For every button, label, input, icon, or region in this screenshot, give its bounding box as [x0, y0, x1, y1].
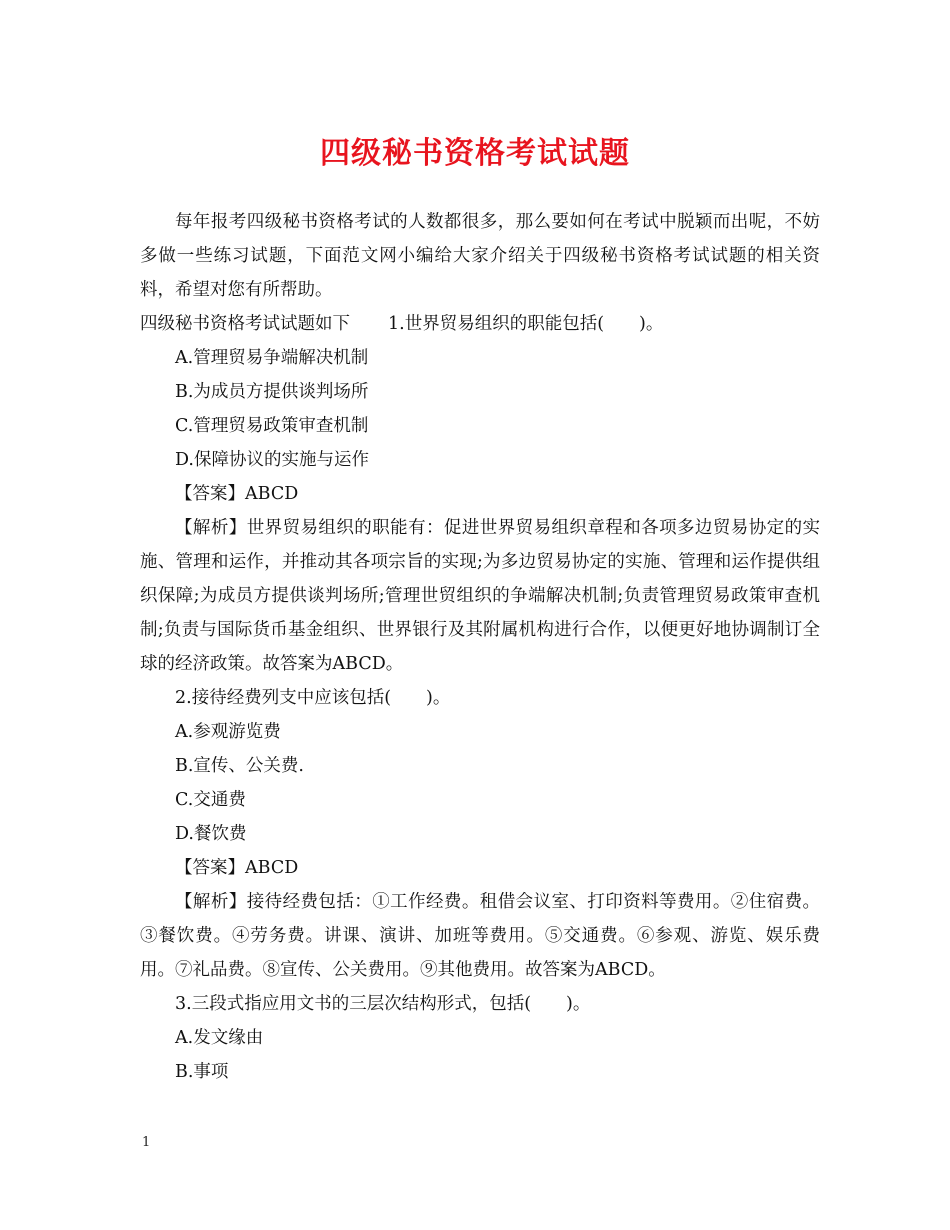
q2-option-b: B.宣传、公关费.: [175, 756, 304, 776]
document-body: [140, 205, 820, 1089]
q1-option-c: C.管理贸易政策审查机制: [175, 416, 369, 436]
q1-line: [140, 307, 820, 341]
q1-option-d: D.保障协议的实施与运作: [175, 450, 369, 470]
intro-paragraph: 每年报考四级秘书资格考试的人数都很多，那么要如何在考试中脱颖而出呢，不妨多做一些练习试题，下面范文网小编给大家介绍关于四级秘书资格考试试题的相关资料，希望对您有所帮助。: [140, 212, 820, 300]
q2-option-d: D.餐饮费: [175, 824, 247, 844]
q1-option-b: B.为成员方提供谈判场所: [175, 382, 369, 402]
q3-question: 3.三段式指应用文书的三层次结构形式，包括( )。: [175, 994, 591, 1014]
q1-answer: 【答案】ABCD: [175, 484, 299, 504]
q1-analysis: 【解析】世界贸易组织的职能有：促进世界贸易组织章程和各项多边贸易协定的实施、管理和运作，并推动其各项宗旨的实现;为多边贸易协定的实施、管理和运作提供组织保障;为成员方提供谈判场所;管理世贸组织的争端解决机制;负责管理贸易政策审查机制;负责与国际货币基金组织、世界银行及其附属机构进行合作，以便更好地协调制订全球的经济政策。故答案为ABCD。: [140, 518, 820, 674]
page-number: 1: [142, 1135, 151, 1150]
q3-option-a: A.发文缘由: [175, 1028, 264, 1048]
q3-option-b: B.事项: [175, 1062, 229, 1082]
q1-option-a: A.管理贸易争端解决机制: [175, 348, 369, 368]
q2-answer: 【答案】ABCD: [175, 858, 299, 878]
q2-option-a: A.参观游览费: [175, 722, 281, 742]
document-title: 四级秘书资格考试试题: [320, 136, 630, 171]
q2-question: 2.接待经费列支中应该包括( )。: [175, 688, 451, 708]
q1-question: 1.世界贸易组织的职能包括( )。: [388, 314, 664, 334]
lead-text: 四级秘书资格考试试题如下: [140, 314, 350, 334]
q2-analysis: 【解析】接待经费包括：①工作经费。租借会议室、打印资料等费用。②住宿费。③餐饮费。④劳务费。讲课、演讲、加班等费用。⑤交通费。⑥参观、游览、娱乐费用。⑦礼品费。⑧宣传、公关费用。⑨其他费用。故答案为ABCD。: [140, 892, 820, 980]
q2-option-c: C.交通费: [175, 790, 246, 810]
